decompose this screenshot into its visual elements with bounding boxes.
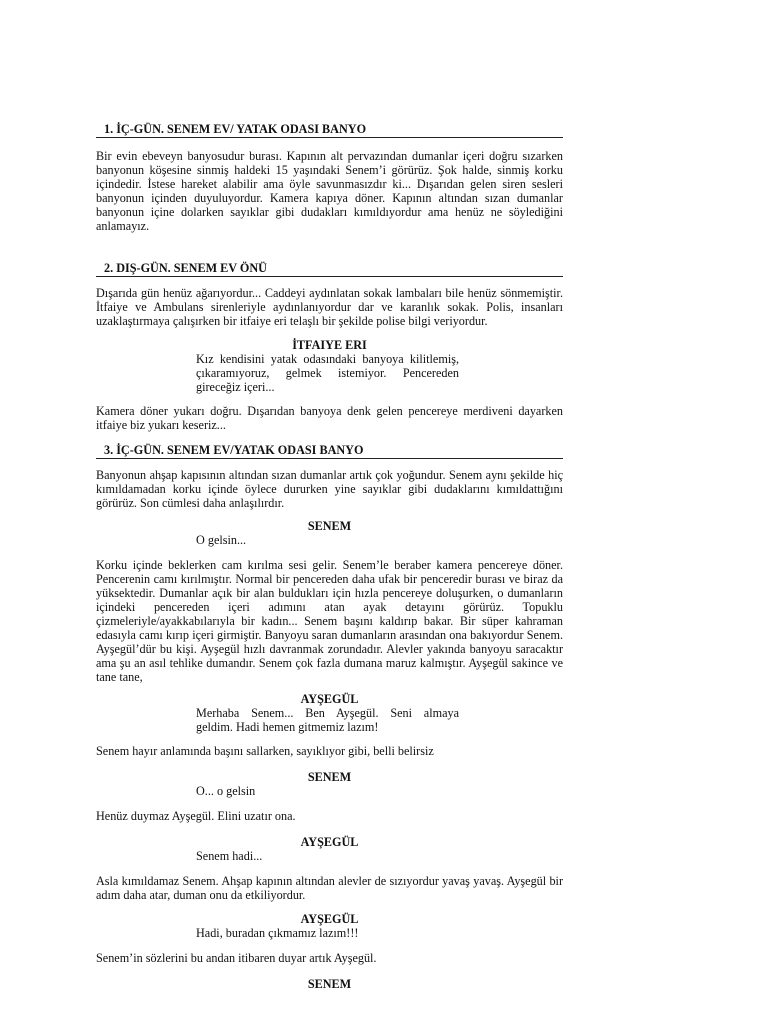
dialogue-text (196, 352, 459, 394)
action-text: Henüz duymaz Ayşegül. Elini uzatır ona. (96, 809, 296, 823)
action-text: Kamera döner yukarı doğru. Dışarıdan banyoya denk gelen pencereye merdiveni dayarken itfaiye biz yukarı keseriz... (96, 404, 563, 432)
scene-3 (96, 443, 563, 510)
character-name: AYŞEGÜL (300, 912, 359, 926)
dialogue-line: Merhaba Senem... Ben Ayşegül. Seni almaya (196, 706, 459, 720)
dialogue-text: O gelsin... (196, 533, 247, 547)
character-name: AYŞEGÜL (300, 692, 359, 706)
dialogue-line: çıkaramıyoruz, gelmek istemiyor. Pencereden (196, 366, 459, 380)
character-name: AYŞEGÜL (300, 835, 359, 849)
character-name: İTFAIYE ERI (292, 338, 367, 352)
scene-2 (96, 261, 563, 328)
dialogue-line: gireceğiz içeri... (196, 380, 275, 394)
dialogue-line: geldim. Hadi hemen gitmemiz lazım! (196, 720, 379, 734)
dialogue-line: Kız kendisini yatak odasındaki banyoya kilitlemiş, (196, 352, 459, 366)
character-name: SENEM (307, 770, 352, 784)
scene-heading: 2. DIŞ-GÜN. SENEM EV ÖNÜ (96, 261, 563, 277)
character-name: SENEM (307, 977, 352, 991)
scene-1 (96, 122, 563, 233)
action-text: Dışarıda gün henüz ağarıyordur... Caddeyi aydınlatan sokak lambaları bile henüz sönmemiştir. İtfaiye ve Ambulans sirenleriyle aydınlanıyordur dar ve karanlık sokak. Polis, insanları uzaklaştırmaya çalışırken bir itfaiye eri telaşlı bir şekilde polise bilgi veriyordur. (96, 286, 563, 328)
dialogue-text (196, 706, 459, 734)
scene-heading: 3. İÇ-GÜN. SENEM EV/YATAK ODASI BANYO (96, 443, 563, 459)
action-text: Asla kımıldamaz Senem. Ahşap kapının altından alevler de sızıyordur yavaş yavaş. Ayşegül bir adım daha atar, duman onu da etkiliyordur. (96, 874, 563, 902)
action-text: Bir evin ebeveyn banyosudur burası. Kapının alt pervazından dumanlar içeri doğru sızarken banyonun köşesine sinmiş haldeki 15 yaşındaki Senem’i görürüz. Şok halde, sinmiş korku içindedir. İstese hareket alabilir ama öyle savunmasızdır ki... Dışarıdan gelen siren sesleri banyonun içinden duyuluyordur. Kamera kapıya döner. Kapının altından sızan dumanlar banyonun içine dolarken sayıklar gibi dudakları kımıldıyordur ama henüz ne söylediğini anlamayız. (96, 149, 563, 233)
character-name: SENEM (307, 519, 352, 533)
dialogue-text: O... o gelsin (196, 784, 256, 798)
action-text: Banyonun ahşap kapısının altından sızan dumanlar artık çok yoğundur. Senem aynı şekilde hiç kımıldamadan korku içinde öylece dururken yine sayıklar gibi dudaklarını kımıldattığını görürüz. Son cümlesi daha anlaşılırdır. (96, 468, 563, 510)
scene-heading: 1. İÇ-GÜN. SENEM EV/ YATAK ODASI BANYO (96, 122, 563, 138)
dialogue-text: Hadi, buradan çıkmamız lazım!!! (196, 926, 359, 940)
dialogue-text: Senem hadi... (196, 849, 263, 863)
action-text: Senem hayır anlamında başını sallarken, sayıklıyor gibi, belli belirsiz (96, 744, 434, 758)
action-text: Korku içinde beklerken cam kırılma sesi gelir. Senem’le beraber kamera pencereye döner. Pencerenin camı kırılmıştır. Normal bir pencereden daha ufak bir penceredir burası ve biraz da yüksektedir. Dumanlar açık bir alan buldukları için hızla pencereye doluşurken, o dumanların içindeki pencereden içeri adımını atan ayak detayını görürüz. Topuklu çizmeleriyle/ayakkabılarıyla bir kadın... Senem başını kaldırıp bakar. Bir süper kahraman edasıyla camı kırıp içeri girmiştir. Banyoyu saran dumanların arasından ona bakıyordur Senem. Ayşegül’dür bu kişi. Ayşegül hızlı davranmak zorundadır. Alevler yakında banyoyu saracaktır ama şu an asıl tehlike dumandır. Senem çok fazla dumana maruz kalmıştır. Ayşegül sakince ve tane tane, (96, 558, 563, 684)
action-text: Senem’in sözlerini bu andan itibaren duyar artık Ayşegül. (96, 951, 377, 965)
